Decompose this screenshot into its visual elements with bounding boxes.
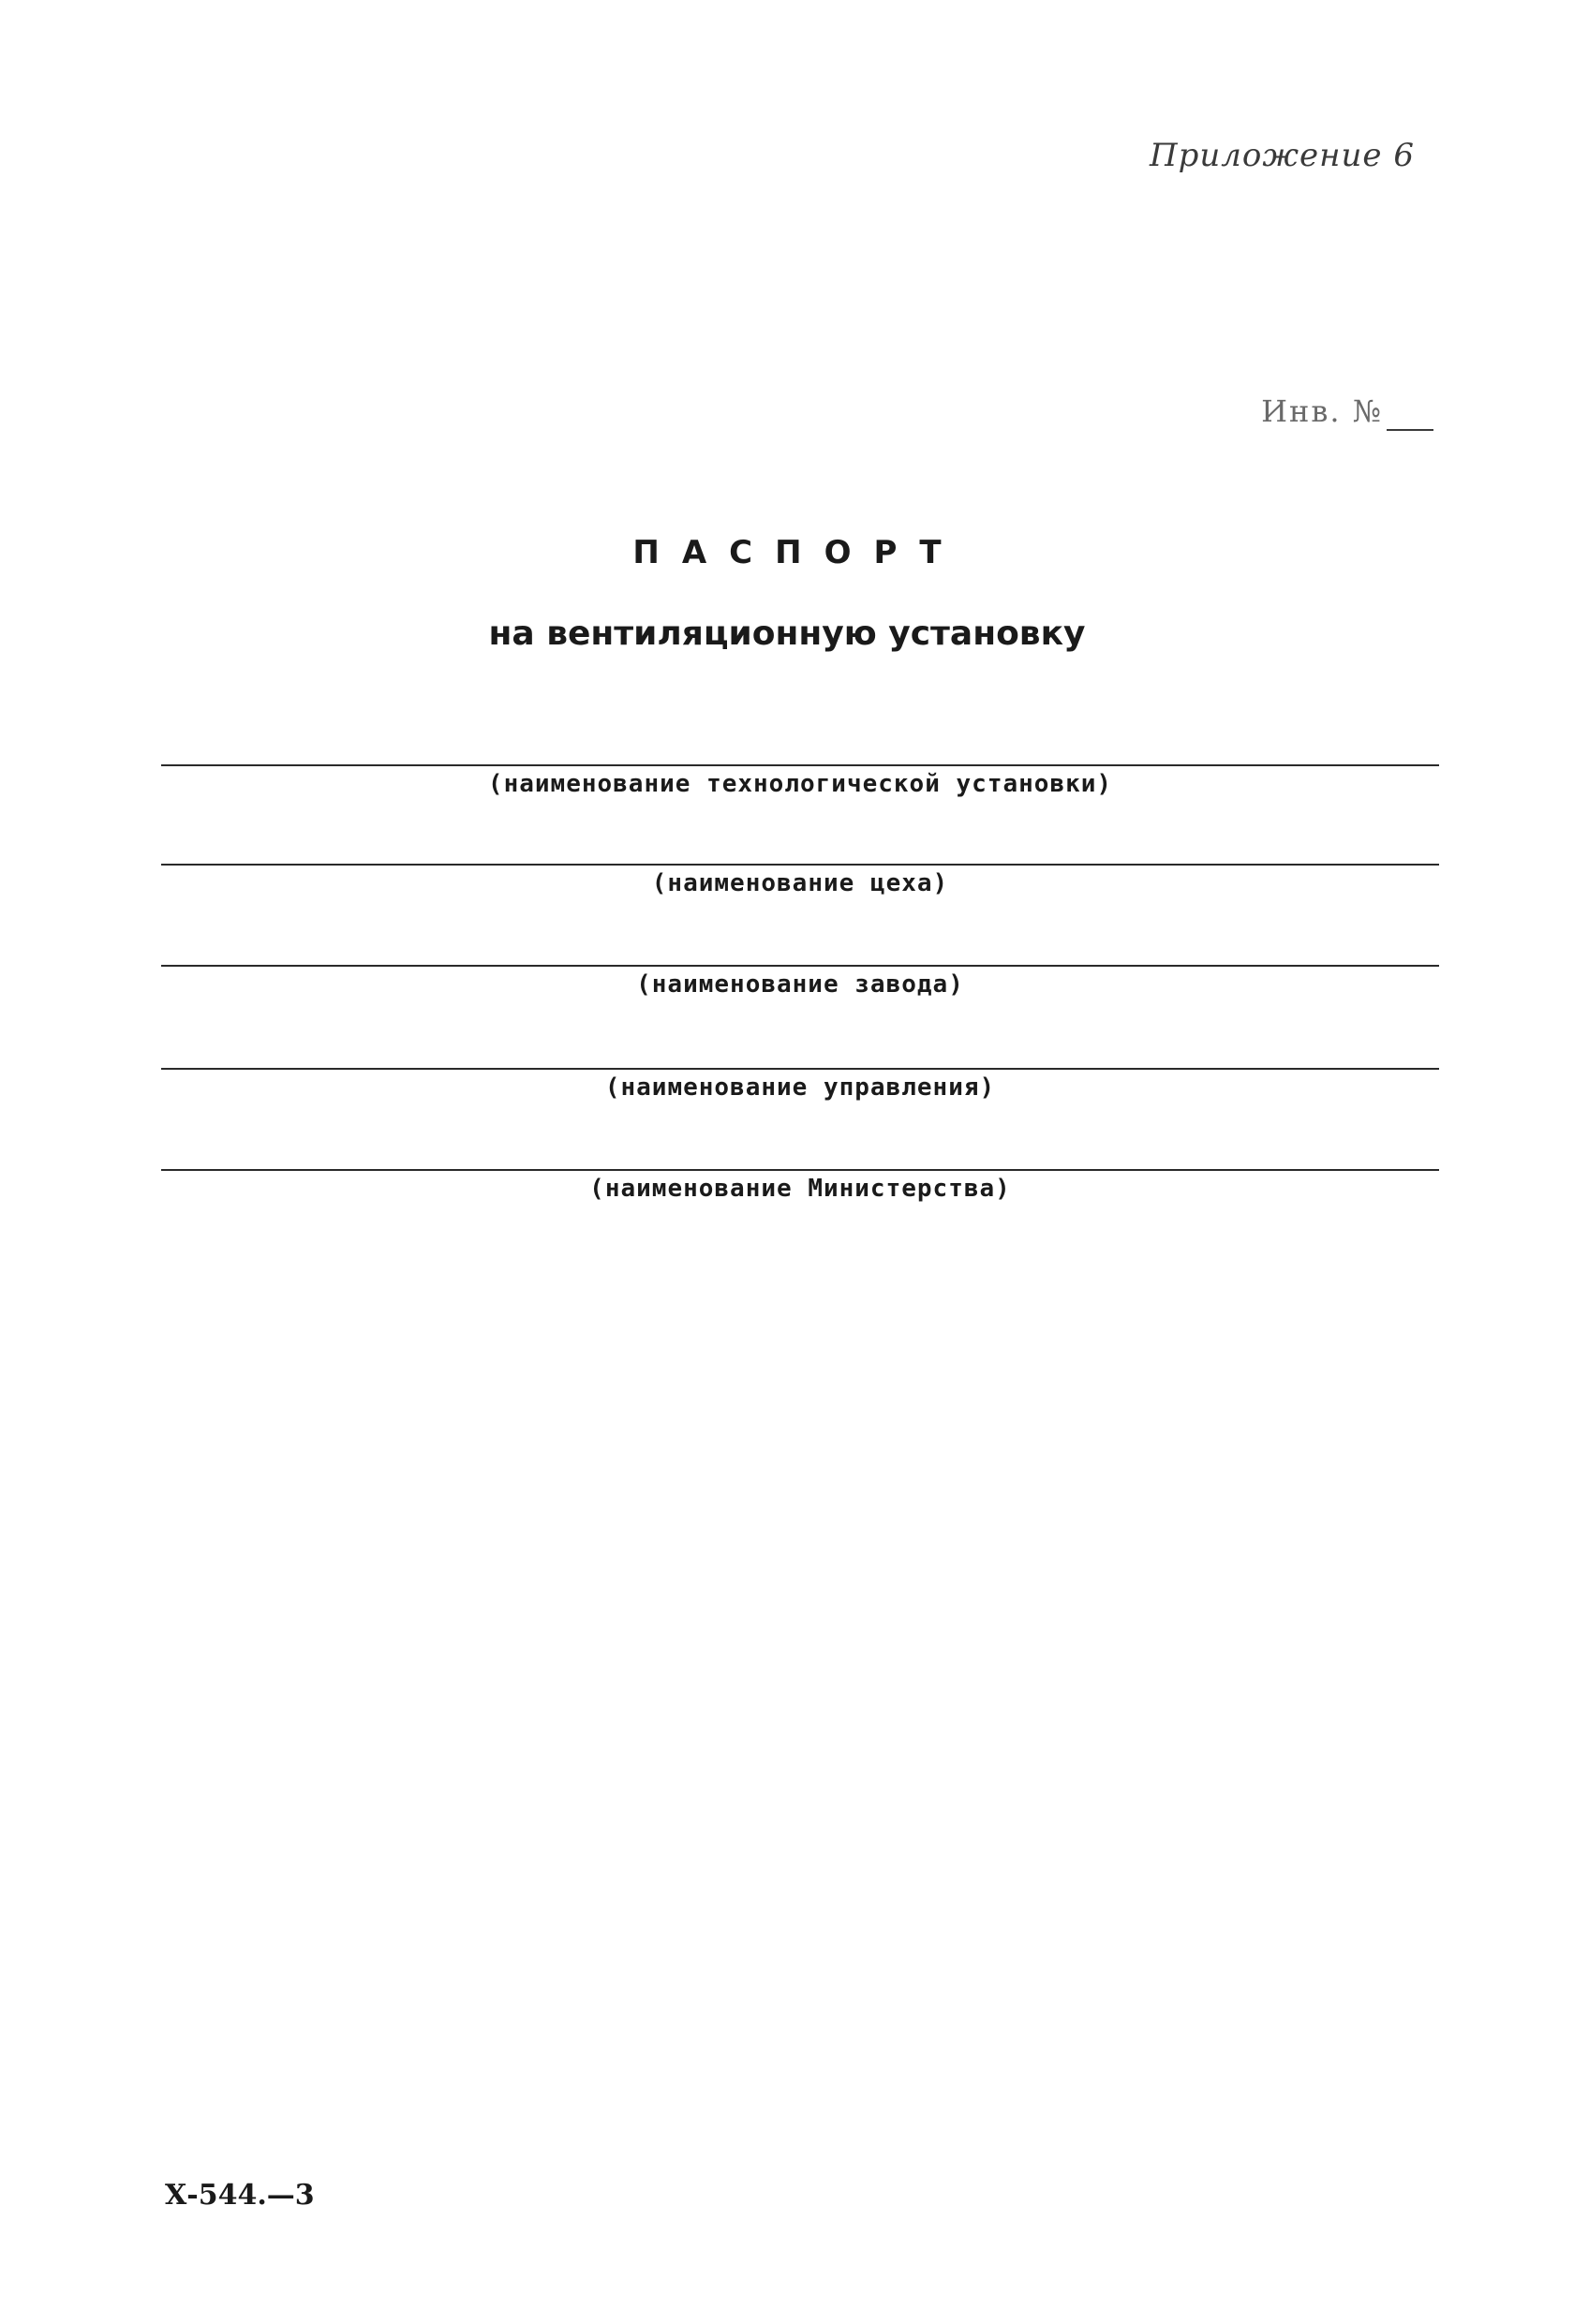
print-code: Х-544.—3 — [165, 2179, 315, 2212]
field-installation[interactable] — [161, 764, 1439, 798]
appendix-label: Приложение 6 — [1149, 137, 1415, 174]
field-directorate[interactable] — [161, 1068, 1439, 1102]
document-subtitle: на вентиляционную установку — [488, 614, 1086, 653]
field-caption: (наименование Министерства) — [589, 1175, 1011, 1203]
fill-line — [161, 864, 1439, 866]
field-caption: (наименование технологической установки) — [487, 770, 1113, 798]
inventory-label: Инв. № — [1261, 393, 1383, 429]
field-caption: (наименование цеха) — [651, 869, 949, 897]
field-caption: (наименование управления) — [604, 1073, 996, 1102]
fill-line — [161, 1169, 1439, 1171]
field-caption: (наименование завода) — [636, 970, 964, 999]
field-ministry[interactable] — [161, 1169, 1439, 1203]
document-title: ПАСПОРТ — [632, 534, 964, 571]
field-workshop[interactable] — [161, 864, 1439, 897]
fill-line — [161, 1068, 1439, 1070]
inventory-number — [1261, 393, 1433, 431]
fill-line — [161, 965, 1439, 967]
field-plant[interactable] — [161, 965, 1439, 999]
inventory-blank[interactable] — [1387, 393, 1433, 431]
fill-line — [161, 764, 1439, 766]
